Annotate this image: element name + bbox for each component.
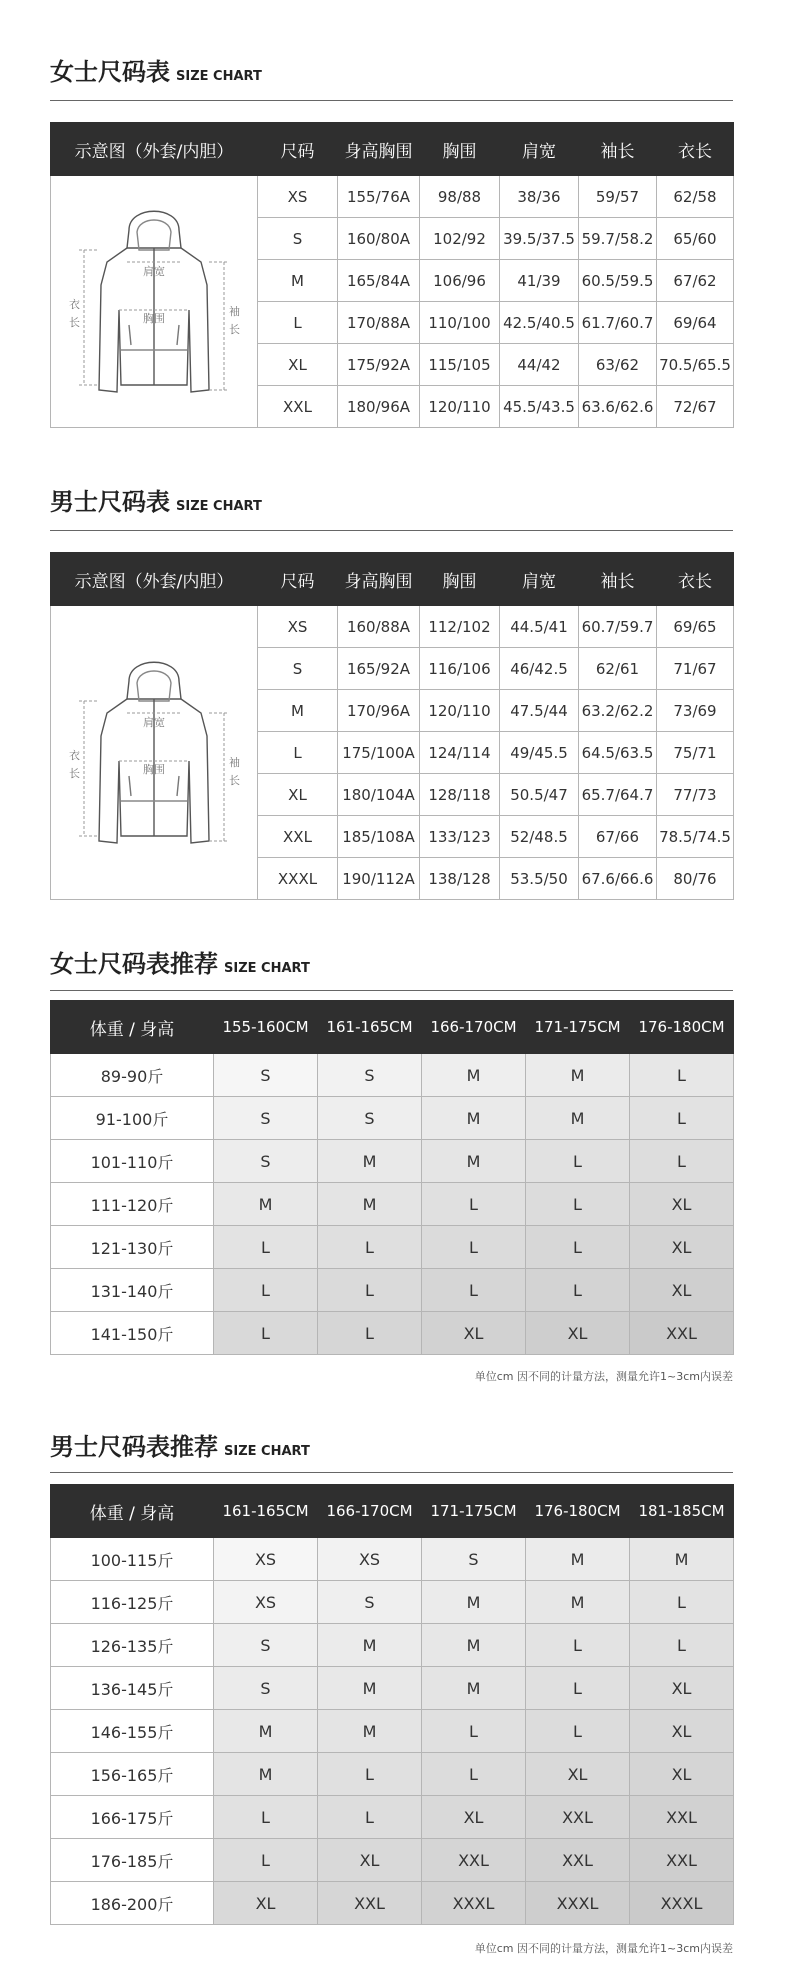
women-rec-section [50,1000,733,1355]
recommended-size-cell: M [526,1054,630,1097]
measurement-cell: 190/112A [338,858,420,900]
measurement-cell: 110/100 [420,302,500,344]
men-rec-section [50,1484,733,1925]
men-chart-divider [50,530,733,531]
measurement-cell: 165/84A [338,260,420,302]
measurement-cell: 65/60 [657,218,734,260]
recommended-size-cell: XXL [526,1796,630,1839]
recommended-size-cell: L [630,1097,734,1140]
table-row [51,1183,734,1226]
recommended-size-cell: L [214,1226,318,1269]
height-range-header: 171-175CM [526,1001,630,1054]
recommended-size-cell: XL [526,1312,630,1355]
recommended-size-cell: XL [630,1753,734,1796]
women-chart-divider [50,100,733,101]
recommended-size-cell: L [422,1226,526,1269]
recommended-size-cell: XXXL [526,1882,630,1925]
measurement-cell: 120/110 [420,386,500,428]
recommended-size-cell: M [526,1538,630,1581]
recommended-size-cell: L [422,1183,526,1226]
jacket-illustration [51,606,258,900]
recommended-size-cell: M [214,1183,318,1226]
recommended-size-cell: XL [422,1312,526,1355]
recommended-size-cell: M [318,1140,422,1183]
recommended-size-cell: XXXL [422,1882,526,1925]
measurement-cell: 175/100A [338,732,420,774]
recommended-size-cell: XL [422,1796,526,1839]
measurement-cell: 115/105 [420,344,500,386]
measurement-cell: 60.5/59.5 [579,260,657,302]
measurement-cell: 160/80A [338,218,420,260]
men-chart-title: 男士尺码表 [50,488,170,516]
measurement-cell: 77/73 [657,774,734,816]
recommended-size-cell: L [318,1753,422,1796]
recommended-size-cell: S [214,1097,318,1140]
measurement-cell: 102/92 [420,218,500,260]
size-cell: XL [258,774,338,816]
measurement-cell: 45.5/43.5 [500,386,579,428]
measurement-cell: 62/61 [579,648,657,690]
recommended-size-cell: M [318,1710,422,1753]
men-rec-divider [50,1472,733,1473]
recommended-size-cell: L [318,1312,422,1355]
women-rec-title: 女士尺码表推荐 [50,950,218,978]
height-range-header: 166-170CM [318,1485,422,1538]
measurement-cell: 63.2/62.2 [579,690,657,732]
recommended-size-cell: XL [214,1882,318,1925]
weight-range-cell: 91-100斤 [51,1097,214,1140]
recommended-size-cell: L [630,1581,734,1624]
measurement-cell: 53.5/50 [500,858,579,900]
height-range-header: 155-160CM [214,1001,318,1054]
size-cell: XXL [258,386,338,428]
measurement-cell: 138/128 [420,858,500,900]
table-header-row [51,553,734,606]
recommended-size-cell: L [630,1624,734,1667]
table-row [51,1581,734,1624]
recommended-size-cell: XXL [630,1796,734,1839]
length-label: 长 [69,315,80,329]
recommended-size-cell: XL [318,1839,422,1882]
table-row [51,1269,734,1312]
measurement-cell: 116/106 [420,648,500,690]
size-cell: L [258,302,338,344]
measurement-cell: 124/114 [420,732,500,774]
men-chart-section [50,552,733,900]
recommended-size-cell: S [318,1097,422,1140]
length-label: 长 [69,766,80,780]
recommended-size-cell: M [422,1054,526,1097]
column-header: 袖长 [579,553,657,606]
recommended-size-cell: L [214,1269,318,1312]
recommended-size-cell: L [318,1796,422,1839]
weight-range-cell: 101-110斤 [51,1140,214,1183]
measurement-cell: 65.7/64.7 [579,774,657,816]
table-row [51,1624,734,1667]
recommended-size-cell: XXL [526,1839,630,1882]
recommended-size-cell: XL [630,1226,734,1269]
recommended-size-cell: L [526,1710,630,1753]
recommended-size-cell: L [526,1269,630,1312]
table-row [51,1226,734,1269]
weight-range-cell: 89-90斤 [51,1054,214,1097]
measurement-cell: 46/42.5 [500,648,579,690]
measurement-cell: 63.6/62.6 [579,386,657,428]
women-size-table [50,122,734,428]
measurement-cell: 59.7/58.2 [579,218,657,260]
weight-range-cell: 136-145斤 [51,1667,214,1710]
recommended-size-cell: L [526,1226,630,1269]
measurement-cell: 63/62 [579,344,657,386]
recommended-size-cell: M [318,1624,422,1667]
women-rec-subtitle: SIZE CHART [224,961,310,976]
women-rec-divider [50,990,733,991]
sleeve-label: 长 [229,773,240,787]
chest-label: 胸围 [143,311,165,325]
table-row [51,176,734,218]
weight-range-cell: 176-185斤 [51,1839,214,1882]
table-row [51,1753,734,1796]
men-size-table [50,552,734,900]
women-chart-subtitle: SIZE CHART [176,69,262,84]
men-rec-heading [50,1427,310,1462]
table-row [51,1054,734,1097]
measurement-cell: 38/36 [500,176,579,218]
recommended-size-cell: S [214,1054,318,1097]
recommended-size-cell: XL [630,1183,734,1226]
measurement-cell: 61.7/60.7 [579,302,657,344]
column-header: 衣长 [657,553,734,606]
measurement-cell: 47.5/44 [500,690,579,732]
measurement-cell: 52/48.5 [500,816,579,858]
weight-range-cell: 121-130斤 [51,1226,214,1269]
weight-range-cell: 141-150斤 [51,1312,214,1355]
measurement-cell: 78.5/74.5 [657,816,734,858]
column-header: 身高胸围 [338,123,420,176]
recommended-size-cell: L [526,1624,630,1667]
recommended-size-cell: XL [630,1710,734,1753]
recommended-size-cell: M [214,1753,318,1796]
measurement-cell: 67/62 [657,260,734,302]
recommended-size-cell: M [214,1710,318,1753]
table-row [51,1140,734,1183]
recommended-size-cell: M [422,1667,526,1710]
recommended-size-cell: XL [526,1753,630,1796]
weight-range-cell: 166-175斤 [51,1796,214,1839]
measurement-cell: 44/42 [500,344,579,386]
women-chart-heading [50,52,262,87]
size-cell: XS [258,176,338,218]
weight-range-cell: 126-135斤 [51,1624,214,1667]
recommended-size-cell: XXL [318,1882,422,1925]
column-header: 示意图（外套/内胆） [51,123,258,176]
recommended-size-cell: M [422,1140,526,1183]
height-range-header: 176-180CM [526,1485,630,1538]
size-cell: XXL [258,816,338,858]
table-row [51,1839,734,1882]
recommended-size-cell: L [630,1140,734,1183]
measurement-cell: 67/66 [579,816,657,858]
recommended-size-cell: XL [630,1269,734,1312]
recommended-size-cell: S [318,1054,422,1097]
table-row [51,1538,734,1581]
measurement-cell: 155/76A [338,176,420,218]
table-row [51,606,734,648]
recommended-size-cell: L [214,1312,318,1355]
column-header: 胸围 [420,553,500,606]
weight-range-cell: 146-155斤 [51,1710,214,1753]
measurement-cell: 39.5/37.5 [500,218,579,260]
men-chart-subtitle: SIZE CHART [176,499,262,514]
jacket-illustration [51,176,258,428]
men-rec-subtitle: SIZE CHART [224,1444,310,1459]
measurement-cell: 175/92A [338,344,420,386]
recommended-size-cell: L [214,1839,318,1882]
men-chart-heading [50,482,262,517]
sleeve-label: 袖 [229,304,240,318]
women-rec-heading [50,944,310,979]
measurement-cell: 44.5/41 [500,606,579,648]
measurement-cell: 67.6/66.6 [579,858,657,900]
recommended-size-cell: S [214,1140,318,1183]
measurement-cell: 70.5/65.5 [657,344,734,386]
table-header-row [51,1001,734,1054]
measurement-cell: 106/96 [420,260,500,302]
recommended-size-cell: XXL [422,1839,526,1882]
size-cell: S [258,648,338,690]
measurement-cell: 49/45.5 [500,732,579,774]
measurement-cell: 128/118 [420,774,500,816]
measurement-cell: 185/108A [338,816,420,858]
column-header: 肩宽 [500,553,579,606]
size-cell: XL [258,344,338,386]
table-row [51,1312,734,1355]
recommended-size-cell: S [318,1581,422,1624]
measurement-cell: 170/88A [338,302,420,344]
women-rec-note: 单位cm 因不同的计量方法，测量允许1~3cm内误差 [474,1370,733,1383]
size-cell: M [258,260,338,302]
height-range-header: 176-180CM [630,1001,734,1054]
column-header: 示意图（外套/内胆） [51,553,258,606]
recommended-size-cell: L [526,1183,630,1226]
recommended-size-cell: S [214,1624,318,1667]
weight-range-cell: 111-120斤 [51,1183,214,1226]
recommended-size-cell: M [526,1581,630,1624]
measurement-cell: 72/67 [657,386,734,428]
height-range-header: 171-175CM [422,1485,526,1538]
measurement-cell: 180/104A [338,774,420,816]
recommended-size-cell: M [526,1097,630,1140]
measurement-cell: 112/102 [420,606,500,648]
measurement-cell: 69/64 [657,302,734,344]
size-cell: L [258,732,338,774]
recommended-size-cell: XXL [630,1839,734,1882]
measurement-cell: 64.5/63.5 [579,732,657,774]
recommended-size-cell: S [214,1667,318,1710]
women-chart-section [50,122,733,428]
table-row [51,1667,734,1710]
recommended-size-cell: S [422,1538,526,1581]
weight-height-header: 体重 / 身高 [51,1485,214,1538]
column-header: 尺码 [258,553,338,606]
recommended-size-cell: XS [214,1538,318,1581]
recommended-size-cell: L [422,1269,526,1312]
men-rec-note: 单位cm 因不同的计量方法，测量允许1~3cm内误差 [474,1942,733,1955]
measurement-cell: 98/88 [420,176,500,218]
recommended-size-cell: M [422,1581,526,1624]
women-chart-title: 女士尺码表 [50,58,170,86]
recommended-size-cell: L [422,1710,526,1753]
men-rec-title: 男士尺码表推荐 [50,1433,218,1461]
length-label: 衣 [69,297,80,311]
recommended-size-cell: M [422,1624,526,1667]
chest-label: 胸围 [143,762,165,776]
recommended-size-cell: L [526,1667,630,1710]
height-range-header: 166-170CM [422,1001,526,1054]
column-header: 衣长 [657,123,734,176]
size-cell: XS [258,606,338,648]
table-row [51,1097,734,1140]
table-header-row [51,1485,734,1538]
column-header: 尺码 [258,123,338,176]
men-rec-table [50,1484,734,1925]
recommended-size-cell: M [630,1538,734,1581]
measurement-cell: 59/57 [579,176,657,218]
weight-range-cell: 100-115斤 [51,1538,214,1581]
weight-range-cell: 186-200斤 [51,1882,214,1925]
size-cell: S [258,218,338,260]
measurement-cell: 160/88A [338,606,420,648]
women-rec-table [50,1000,734,1355]
measurement-cell: 165/92A [338,648,420,690]
table-header-row [51,123,734,176]
table-row [51,1710,734,1753]
height-range-header: 161-165CM [214,1485,318,1538]
recommended-size-cell: L [526,1140,630,1183]
recommended-size-cell: M [318,1183,422,1226]
recommended-size-cell: XS [214,1581,318,1624]
weight-range-cell: 156-165斤 [51,1753,214,1796]
table-row [51,1882,734,1925]
size-cell: M [258,690,338,732]
height-range-header: 161-165CM [318,1001,422,1054]
column-header: 胸围 [420,123,500,176]
measurement-cell: 133/123 [420,816,500,858]
measurement-cell: 71/67 [657,648,734,690]
jacket-diagram-icon [59,190,249,410]
measurement-cell: 170/96A [338,690,420,732]
measurement-cell: 80/76 [657,858,734,900]
sleeve-label: 长 [229,322,240,336]
measurement-cell: 41/39 [500,260,579,302]
shoulder-label: 肩宽 [143,264,165,278]
recommended-size-cell: XXXL [630,1882,734,1925]
recommended-size-cell: XL [630,1667,734,1710]
recommended-size-cell: L [214,1796,318,1839]
sleeve-label: 袖 [229,755,240,769]
size-cell: XXXL [258,858,338,900]
recommended-size-cell: L [422,1753,526,1796]
measurement-cell: 42.5/40.5 [500,302,579,344]
recommended-size-cell: L [318,1226,422,1269]
measurement-cell: 50.5/47 [500,774,579,816]
recommended-size-cell: M [318,1667,422,1710]
column-header: 袖长 [579,123,657,176]
recommended-size-cell: L [318,1269,422,1312]
weight-range-cell: 116-125斤 [51,1581,214,1624]
measurement-cell: 75/71 [657,732,734,774]
measurement-cell: 60.7/59.7 [579,606,657,648]
weight-height-header: 体重 / 身高 [51,1001,214,1054]
jacket-diagram-icon [59,641,249,861]
table-row [51,1796,734,1839]
measurement-cell: 73/69 [657,690,734,732]
column-header: 肩宽 [500,123,579,176]
measurement-cell: 180/96A [338,386,420,428]
recommended-size-cell: L [630,1054,734,1097]
measurement-cell: 69/65 [657,606,734,648]
recommended-size-cell: XS [318,1538,422,1581]
column-header: 身高胸围 [338,553,420,606]
measurement-cell: 120/110 [420,690,500,732]
length-label: 衣 [69,748,80,762]
height-range-header: 181-185CM [630,1485,734,1538]
recommended-size-cell: M [422,1097,526,1140]
measurement-cell: 62/58 [657,176,734,218]
weight-range-cell: 131-140斤 [51,1269,214,1312]
shoulder-label: 肩宽 [143,715,165,729]
recommended-size-cell: XXL [630,1312,734,1355]
